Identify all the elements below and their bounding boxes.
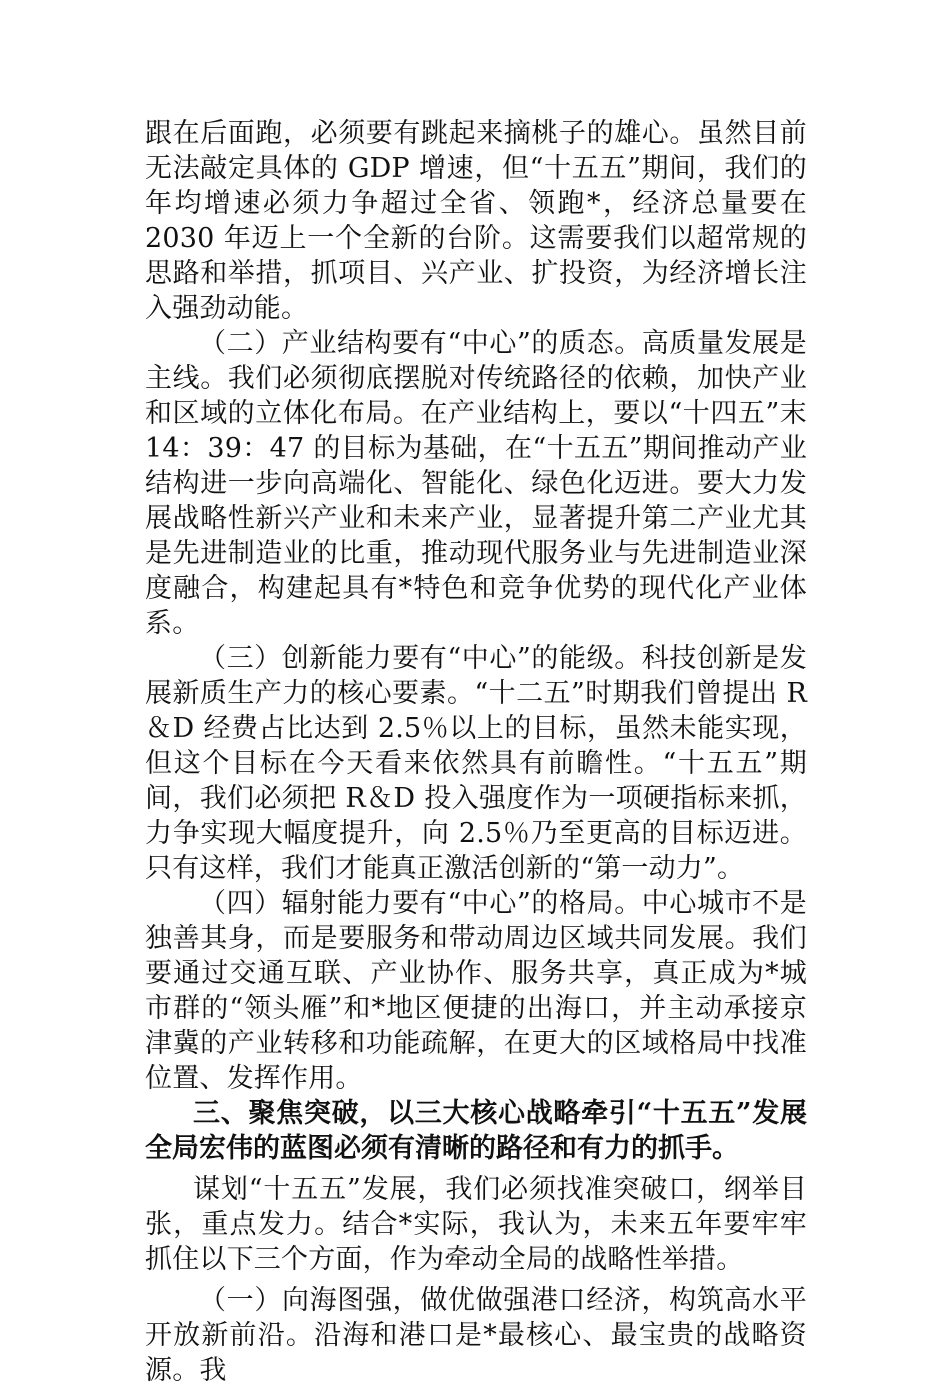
section-heading: 三、聚焦突破，以三大核心战略牵引“十五五”发展全局宏伟的蓝图必须有清晰的路径和有力的抓手。 — [145, 1098, 807, 1164]
document-page — [145, 116, 807, 1388]
paragraph-planning: 谋划“十五五”发展，我们必须找准突破口，纲举目张，重点发力。结合*实际，我认为，未来五年要牢牢抓住以下三个方面，作为牵动全局的战略性举措。 — [145, 1174, 807, 1275]
paragraph-radiation: （四）辐射能力要有“中心”的格局。中心城市不是独善其身，而是要服务和带动周边区域共同发展。我们要通过交通互联、产业协作、服务共享，真正成为*城市群的“领头雁”和*地区便捷的出海口，并主动承接京津冀的产业转移和功能疏解，在更大的区域格局中找准位置、发挥作用。 — [145, 888, 807, 1094]
paragraph-port-economy: （一）向海图强，做优做强港口经济，构筑高水平开放新前沿。沿海和港口是*最核心、最宝贵的战略资源。我 — [145, 1285, 807, 1386]
paragraph-intro: 跟在后面跑，必须要有跳起来摘桃子的雄心。虽然目前无法敲定具体的 GDP 增速，但“十五五”期间，我们的年均增速必须力争超过全省、领跑*，经济总量要在 2030 年迈上一个全新的台阶。这需要我们以超常规的思路和举措，抓项目、兴产业、扩投资，为经济增长注入强劲动能。 — [145, 118, 807, 324]
paragraph-industry-structure: （二）产业结构要有“中心”的质态。高质量发展是主线。我们必须彻底摆脱对传统路径的依赖，加快产业和区域的立体化布局。在产业结构上，要以“十四五”末 14：39：47 的目标为基础，在“十五五”期间推动产业结构进一步向高端化、智能化、绿色化迈进。要大力发展战略性新兴产业和未来产业，显著提升第二产业尤其是先进制造业的比重，推动现代服务业与先进制造业深度融合，构建起具有*特色和竞争优势的现代化产业体系。 — [145, 328, 807, 639]
paragraph-innovation: （三）创新能力要有“中心”的能级。科技创新是发展新质生产力的核心要素。“十二五”时期我们曾提出 R＆D 经费占比达到 2.5％以上的目标，虽然未能实现，但这个目标在今天看来依然具有前瞻性。“十五五”期间，我们必须把 R＆D 投入强度作为一项硬指标来抓，力争实现大幅度提升，向 2.5％乃至更高的目标迈进。只有这样，我们才能真正激活创新的“第一动力”。 — [145, 643, 807, 884]
